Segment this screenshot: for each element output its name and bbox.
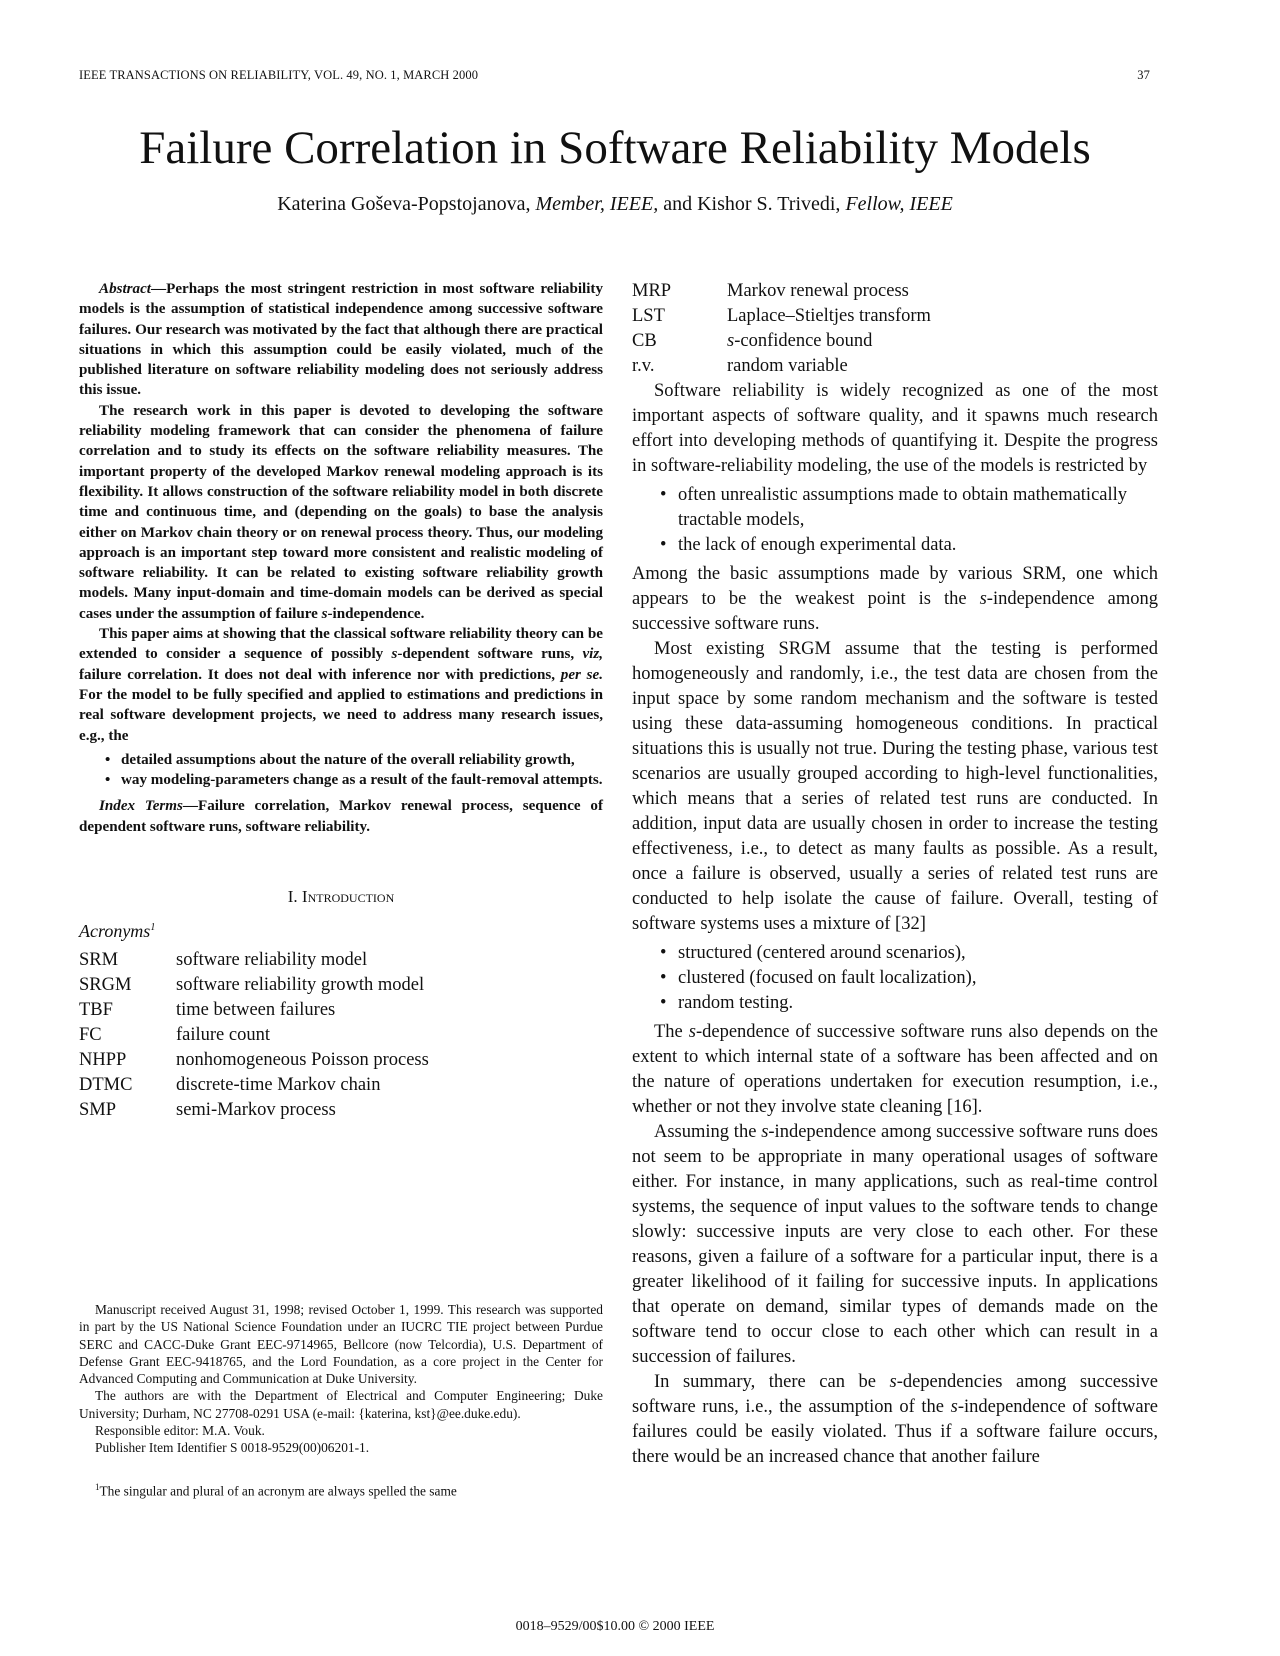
- acronym-def: time between failures: [176, 1000, 336, 1021]
- body-paragraph-1: Software reliability is widely recognized as one of the most important aspects of software quality, and it spawns much research effort into developing methods of quantifying it. Despite the progress in software-reliability modeling, the use of the models is restricted by: [632, 381, 1158, 476]
- author-2-role: Fellow, IEEE: [845, 193, 953, 215]
- math-s: s: [391, 646, 398, 663]
- footnote-mark: 1: [95, 1481, 100, 1492]
- author-1-name: Katerina Goševa-Popstojanova,: [277, 193, 531, 215]
- math-s: s: [979, 589, 987, 609]
- list-item: • detailed assumptions about the nature of the overall reliability growth,: [79, 750, 603, 770]
- body-text: -independence of software failures could be easily violated. Thus if a software failure occurs, there would be an increased chance that another failure: [632, 1397, 1159, 1467]
- math-s: s: [727, 331, 735, 351]
- acronym-def: Markov renewal process: [727, 281, 909, 301]
- footnote-1-text: The singular and plural of an acronym are always spelled the same: [99, 1483, 457, 1499]
- acronym-def: nonhomogeneous Poisson process: [176, 1050, 429, 1071]
- acronym-def: software reliability growth model: [176, 975, 425, 996]
- abstract-text-3c: failure correlation. It does not deal with inference nor with predictions,: [79, 666, 561, 683]
- list-item: • the lack of enough experimental data.: [632, 533, 1158, 558]
- section-number: I.: [287, 887, 298, 907]
- acronym-def-text: -confidence bound: [734, 331, 873, 351]
- body-text: The: [654, 1022, 689, 1042]
- abstract-paragraph-2: [79, 401, 603, 624]
- acronym-abbr: NHPP: [79, 1050, 127, 1071]
- table-row: [79, 1098, 429, 1123]
- list-item: • random testing.: [632, 991, 1158, 1016]
- index-terms-label: Index Terms: [99, 798, 183, 815]
- footnote-mark: 1: [150, 922, 156, 934]
- abstract-label: Abstract: [99, 281, 151, 297]
- abstract-bullet-list: [79, 750, 603, 791]
- acronym-abbr: DTMC: [79, 1075, 133, 1096]
- acronym-def: software reliability model: [176, 950, 368, 971]
- math-s: s: [889, 1372, 897, 1392]
- math-s: s: [950, 1397, 958, 1417]
- body-paragraph-3: Most existing SRGM assume that the testing is performed homogeneously and randomly, i.e., the test data are chosen from the input space by some random mechanism and the software is tested using these data-assuming homogeneous conditions. In practical situations this is usually not true. During the testing phase, various test scenarios are usually grouped according to high-level functionalities, which means that a series of related test runs are conducted. In addition, input data are usually chosen in order to increase the testing effectiveness, i.e., to detect as many faults as possible. As a result, once a failure is observed, usually a series of related test runs are conducted to help isolate the cause of failure. Overall, testing of software systems uses a mixture of [32]: [632, 639, 1158, 934]
- publisher-id-note: Publisher Item Identifier S 0018-9529(00)06201-1.: [95, 1440, 370, 1456]
- acronym-table: [79, 948, 429, 1123]
- section-heading-introduction: [79, 885, 603, 909]
- table-row: [632, 279, 931, 304]
- acronym-def: random variable: [727, 356, 848, 376]
- body-text: -dependencies among successive software runs, i.e., the assumption of the: [632, 1372, 1158, 1417]
- table-row: [79, 1023, 429, 1048]
- list-item: • structured (centered around scenarios),: [632, 941, 1158, 966]
- acronym-def: semi-Markov process: [176, 1100, 336, 1121]
- math-s: s: [688, 1022, 696, 1042]
- math-s: s: [761, 1122, 769, 1142]
- body-paragraph-4: [632, 1020, 1158, 1120]
- abstract-text-2: The research work in this paper is devoted to developing the software reliability modeling framework that can consider the phenomena of failure correlation and to study its effects on the software reliability measures. The important property of the developed Markov renewal modeling approach is its flexibility. It allows construction of the software reliability model in both discrete time and continuous time, and (depending on the goals) to base the analysis either on Markov chain theory or on renewal process theory. Thus, our modeling approach is an important step toward more consistent and realistic modeling of software reliability. It can be related to existing software reliability growth models. Many input-domain and time-domain models can be derived as special cases under the assumption of failure: [79, 402, 603, 622]
- body-paragraph-5: [632, 1120, 1158, 1370]
- abstract-paragraph-3: [79, 624, 603, 746]
- list-item: • clustered (focused on fault localization),: [632, 966, 1158, 991]
- table-row: [79, 973, 429, 998]
- acronym-abbr: LST: [632, 306, 665, 326]
- body-text: Among the basic assumptions made by various SRM, one which appears to be the weakest point is the: [632, 564, 1158, 609]
- acronyms-label: Acronyms: [79, 921, 151, 942]
- footnote-1: [79, 1479, 603, 1500]
- acronym-def: discrete-time Markov chain: [176, 1075, 381, 1096]
- body-text: Assuming the: [654, 1122, 762, 1142]
- table-row: [632, 304, 931, 329]
- abstract: [79, 279, 603, 837]
- index-terms-text: —Failure correlation, Markov renewal process, sequence of dependent software runs, software reliability.: [79, 798, 603, 835]
- author-1-role: Member, IEEE,: [535, 193, 659, 215]
- body-text: In summary, there can be: [654, 1372, 890, 1392]
- table-row: [632, 354, 931, 379]
- table-row: [632, 329, 931, 354]
- list-item: • way modeling-parameters change as a result of the fault-removal attempts.: [79, 770, 603, 790]
- table-row: [79, 948, 429, 973]
- acronym-abbr: CB: [632, 331, 657, 351]
- math-s: s: [321, 605, 328, 622]
- section-title-text: Introduction: [301, 887, 395, 907]
- acronyms-heading: [79, 915, 603, 944]
- abstract-text-3b: -dependent software runs,: [397, 646, 583, 663]
- acronym-abbr: r.v.: [632, 356, 655, 376]
- abstract-text-3d: For the model to be fully specified and applied to estimations and predictions in real software development projects, we need to address many research issues, e.g., the: [79, 686, 603, 744]
- list-item: • often unrealistic assumptions made to obtain mathematically tractable models,: [632, 483, 1158, 533]
- page-number: 37: [1137, 68, 1150, 82]
- acronym-table-continued: [632, 279, 931, 379]
- acronym-abbr: SRM: [79, 950, 119, 971]
- body-bullet-list-2: [632, 941, 1158, 1016]
- first-page-footnotes: [79, 1301, 603, 1499]
- abstract-text-3a: This paper aims at showing that the classical software reliability theory can be extended to consider a sequence of possibly: [79, 626, 603, 663]
- author-affiliation-note: The authors are with the Department of Electrical and Computer Engineering; Duke University; Durham, NC 27708-0291 USA (e-mail: {katerina, kst}@ee.duke.edu).: [79, 1388, 603, 1421]
- abstract-text-2-end: -independence.: [327, 605, 425, 622]
- acronym-abbr: MRP: [632, 281, 672, 301]
- body-text: -independence among successive software runs.: [632, 589, 1158, 634]
- author-line: [0, 190, 1230, 218]
- acronym-abbr: SMP: [79, 1100, 117, 1121]
- journal-citation: IEEE TRANSACTIONS ON RELIABILITY, VOL. 49, NO. 1, MARCH 2000: [79, 68, 479, 82]
- acronym-def: [727, 329, 931, 354]
- body-text: -dependence of successive software runs also depends on the extent to which internal state of a software has been affected and on the nature of operations undertaken for execution resumption, i.e., whether or not they involve state cleaning [16].: [632, 1022, 1158, 1117]
- acronym-abbr: FC: [79, 1025, 102, 1046]
- abstract-per-se: per se.: [560, 666, 603, 683]
- acronym-abbr: SRGM: [79, 975, 132, 996]
- running-header: [79, 68, 1150, 88]
- body-paragraph-6: [632, 1370, 1158, 1470]
- editor-note: Responsible editor: M.A. Vouk.: [95, 1423, 265, 1439]
- left-column: [79, 279, 603, 1123]
- abstract-viz: viz,: [582, 646, 604, 663]
- paper-title: Failure Correlation in Software Reliability Models: [139, 122, 1091, 174]
- author-2-name: and Kishor S. Trivedi,: [663, 193, 841, 215]
- abstract-text-1: —Perhaps the most stringent restriction in most software reliability models is the assumption of statistical independence among successive software failures. Our research was motivated by the fact that although there are practical situations in which this assumption could be easily violated, much of the published literature on software reliability modeling does not seriously address this issue.: [79, 281, 603, 399]
- body-bullet-list-1: [632, 483, 1158, 558]
- body-paragraph-2: [632, 562, 1158, 637]
- acronym-def: Laplace–Stieltjes transform: [727, 306, 931, 326]
- acronym-def: failure count: [176, 1025, 270, 1046]
- index-terms: [79, 796, 603, 837]
- copyright-footer: 0018–9529/00$10.00 © 2000 IEEE: [515, 1619, 715, 1634]
- table-row: [79, 1048, 429, 1073]
- manuscript-note: Manuscript received August 31, 1998; revised October 1, 1999. This research was supported in part by the US National Science Foundation under an IUCRC TIE project between Purdue SERC and CACC-Duke Grant EEC-9714965, Bellcore (now Telcordia), U.S. Department of Defense Grant EEC-9418765, and the Lord Foundation, as a core project in the Center for Advanced Computing and Communication at Duke University.: [79, 1302, 603, 1387]
- body-text: -independence among successive software runs does not seem to be appropriate in many operational usages of software either. For instance, in many applications, such as real-time control systems, the sequence of input values to the software tends to change slowly: successive inputs are very close to each other. For these reasons, given a failure of a software for a particular input, there is a greater likelihood of it failing for successive inputs. In applications that operate on demand, similar types of demands made on the software tend to occur close to each other which can result in a succession of failures.: [632, 1122, 1158, 1367]
- table-row: [79, 1073, 429, 1098]
- acronym-abbr: TBF: [79, 1000, 113, 1021]
- right-column: [632, 279, 1158, 1470]
- abstract-paragraph-1: [79, 279, 603, 401]
- table-row: [79, 998, 429, 1023]
